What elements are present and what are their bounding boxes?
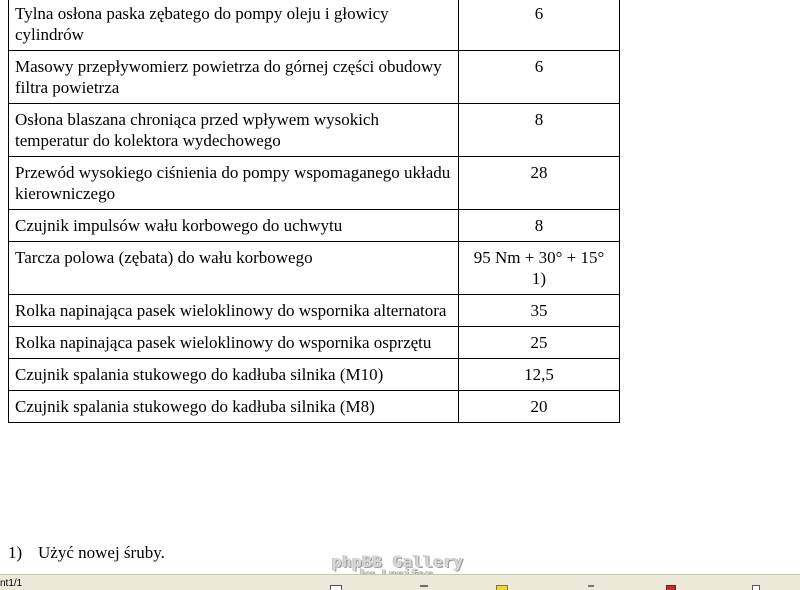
page-icon[interactable] (752, 585, 760, 590)
part-cell: Czujnik impulsów wału korbowego do uchwytu (9, 210, 459, 242)
part-cell: Masowy przepływomierz powietrza do górnej części obudowy filtra powietrza (9, 51, 459, 104)
page-icon[interactable] (330, 585, 342, 590)
table-row (9, 391, 620, 423)
stop-icon[interactable] (666, 585, 676, 590)
torque-value-cell: 6 (459, 51, 620, 104)
toolbar-icon[interactable] (588, 585, 594, 590)
table-row (9, 359, 620, 391)
table-row (9, 295, 620, 327)
part-cell: Czujnik spalania stukowego do kadłuba silnika (M8) (9, 391, 459, 423)
torque-value-cell: 12,5 (459, 359, 620, 391)
torque-value-cell: 25 (459, 327, 620, 359)
table-row (9, 210, 620, 242)
torque-value-cell: 28 (459, 157, 620, 210)
torque-value-cell: 6 (459, 0, 620, 51)
torque-value-cell: 8 (459, 210, 620, 242)
part-cell: Rolka napinająca pasek wieloklinowy do wspornika osprzętu (9, 327, 459, 359)
table-row (9, 104, 620, 157)
folder-icon[interactable] (496, 585, 508, 590)
watermark-title: phpBB Gallery (332, 552, 464, 571)
torque-table (8, 0, 620, 423)
part-cell: Czujnik spalania stukowego do kadłuba silnika (M10) (9, 359, 459, 391)
part-cell: Przewód wysokiego ciśnienia do pompy wspomaganego układu kierowniczego (9, 157, 459, 210)
part-cell: Tarcza polowa (zębata) do wału korbowego (9, 242, 459, 295)
table-row (9, 0, 620, 51)
table-row (9, 157, 620, 210)
footnote (8, 543, 165, 563)
footnote-text: Użyć nowej śruby. (38, 543, 165, 562)
part-cell: Tylna osłona paska zębatego do pompy oleju i głowicy cylindrów (9, 0, 459, 51)
torque-value-cell: 8 (459, 104, 620, 157)
status-bar (0, 574, 800, 590)
torque-value-cell: 20 (459, 391, 620, 423)
page-indicator: nt1/1 (0, 578, 23, 589)
table-row (9, 242, 620, 295)
part-cell: Rolka napinająca pasek wieloklinowy do wspornika alternatora (9, 295, 459, 327)
table-row (9, 327, 620, 359)
toolbar-icon[interactable] (420, 585, 428, 590)
part-cell: Osłona blaszana chroniąca przed wpływem wysokich temperatur do kolektora wydechowego (9, 104, 459, 157)
footnote-number: 1) (8, 543, 23, 562)
torque-value-cell: 95 Nm + 30° + 15° 1) (459, 242, 620, 295)
torque-value-cell: 35 (459, 295, 620, 327)
table-row (9, 51, 620, 104)
